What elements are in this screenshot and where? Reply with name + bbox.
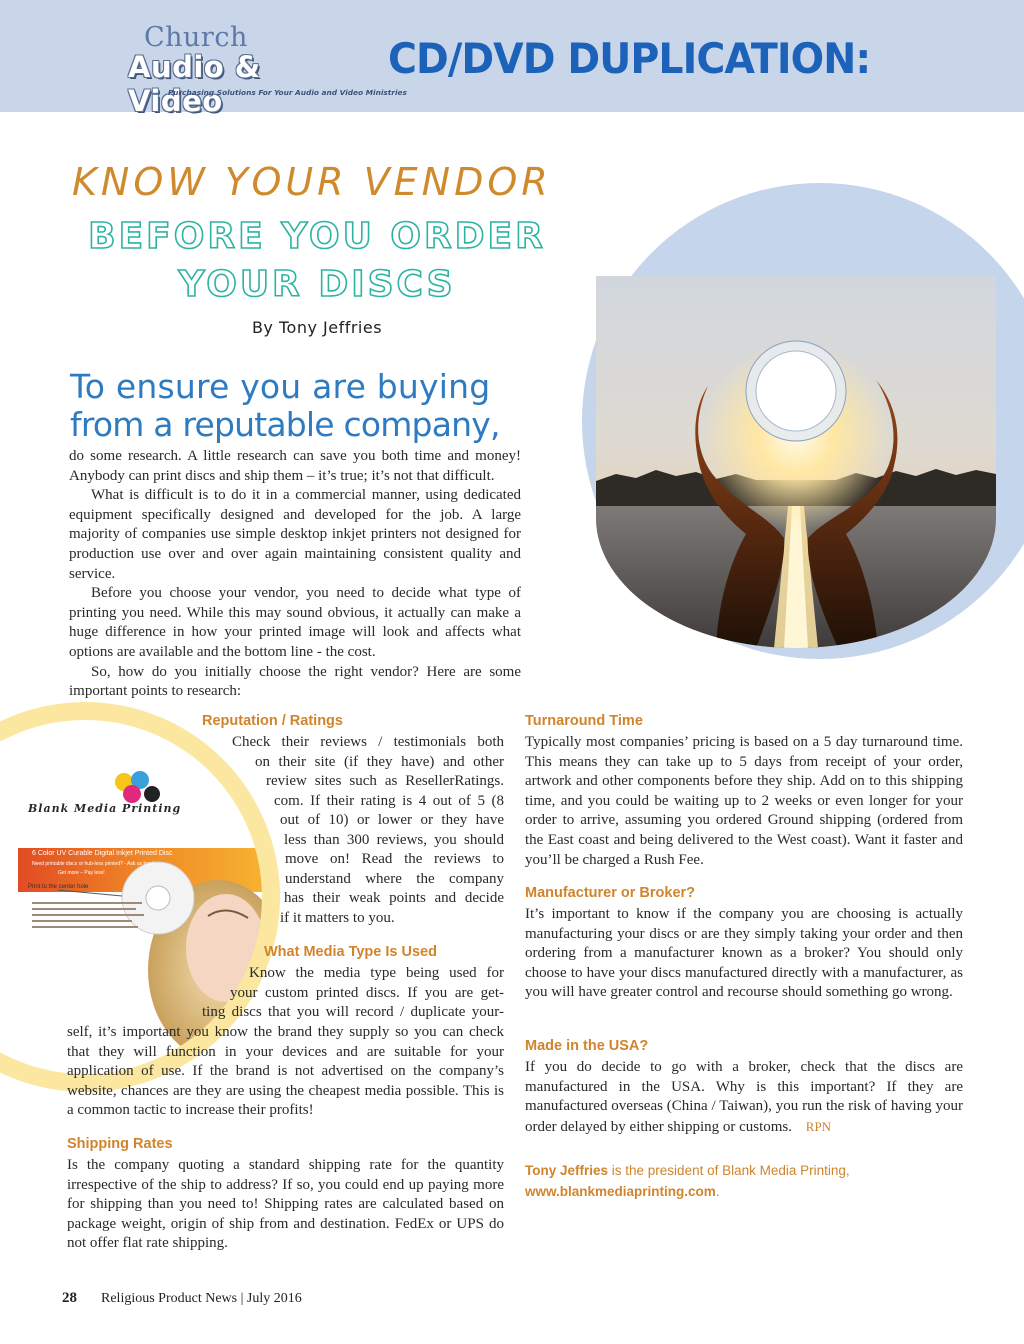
usa-body	[525, 1058, 963, 1137]
media-line: Know the media type being used for	[249, 965, 504, 981]
media-body: self, it’s important you know the brand they supply so you can check that they will function in your devices and are suitable for your application of use. If the brand is not advertised on the company’s website, chances are they are using the cheapest media possible. This is a common tactic to increase their profits!	[67, 1024, 504, 1119]
heading-reputation: Reputation / Ratings	[202, 713, 343, 729]
author-bio-text: is the president of Blank Media Printing,	[608, 1163, 850, 1178]
heading-manufacturer: Manufacturer or Broker?	[525, 885, 696, 901]
heading-usa: Made in the USA?	[525, 1038, 649, 1054]
reputation-line: move on! Read the reviews to	[285, 851, 504, 867]
sunset-hands-photo	[596, 276, 996, 648]
intro-body	[69, 447, 521, 702]
intro-paragraph: do some research. A little research can save you both time and money! Anybody can print discs and ship them – it’s true; it’s not that difficult.	[69, 448, 521, 484]
logo-line1: Church	[144, 22, 248, 53]
logo-tagline: Purchasing Solutions For Your Audio and Video Ministries	[168, 88, 407, 97]
publication-info: Religious Product News | July 2016	[101, 1291, 302, 1306]
end-mark: RPN	[805, 1118, 832, 1134]
media-line: ting discs that you will record / duplicate your-	[202, 1004, 504, 1020]
headline-line1: KNOW YOUR VENDOR	[72, 160, 552, 204]
intro-paragraph: So, how do you initially choose the right vendor? Here are some important points to research:	[69, 663, 521, 700]
disc-product-line1: 6 Color UV Curable Digital Inkjet Printed Disc	[32, 850, 173, 857]
shipping-body: Is the company quoting a standard shipping rate for the quantity irrespective of the ship to address? If so, you could end up paying more for shipping than you need to! Shipping rates are calculated based on package weight, origin of ship from and destination. FedEx or UPS do not offer flat rate shipping.	[67, 1157, 504, 1252]
heading-media-type: What Media Type Is Used	[264, 944, 437, 960]
usa-text: If you do decide to go with a broker, check that the discs are manufactured in the USA. Why is this important? If they are manufactured overseas (China / Taiwan), you run the risk of having your order delayed by either shipping or customs.	[525, 1059, 963, 1135]
disc-brand: Blank Media Printing	[28, 802, 182, 815]
reputation-line: if it matters to you.	[280, 910, 395, 926]
heading-shipping: Shipping Rates	[67, 1136, 173, 1152]
turnaround-body: Typically most companies’ pricing is based on a 5 day turnaround time. This means they can take up to 5 days from receipt of your order, artwork and other components before they ship. Add on to this shipping time, and you could be waiting up to 2 weeks or even longer for your order to arrive, assuming you ordered Ground shipping (ordered from the East coast and being delivered to the West coast). Want it faster and you’ll be charged a Rush Fee.	[525, 734, 963, 868]
media-line: your custom printed discs. If you are get-	[230, 985, 504, 1001]
author-website-suffix: .	[715, 1184, 720, 1199]
author-bio	[525, 1160, 963, 1202]
reputation-line: less than 300 reviews, you should	[284, 832, 504, 848]
reputation-line: on their site (if they have) and other	[255, 754, 504, 770]
headline-line2: BEFORE YOU ORDER	[88, 216, 546, 257]
logo-line2: Audio & Video	[128, 50, 261, 118]
disc-product-line3: Get more – Pay less!	[58, 870, 105, 876]
page-footer	[62, 1290, 302, 1307]
reputation-line: has their weak points and decide	[284, 890, 504, 906]
section-title: CD/DVD DUPLICATION:	[388, 34, 871, 83]
reputation-line: review sites such as ResellerRatings.	[266, 773, 504, 789]
disc-product-line2: Need printable discs or hub-less printed? - Ask us how!	[32, 861, 155, 867]
reputation-line: com. If their rating is 4 out of 5 (8	[274, 793, 504, 809]
disc-center-note: Print to the center hole	[28, 884, 89, 890]
headline-line3: YOUR DISCS	[178, 264, 456, 305]
lead-intro	[70, 368, 500, 444]
lead-line1: To ensure you are buying	[70, 367, 491, 406]
author-website-link[interactable]: www.blankmediaprinting.com	[525, 1184, 716, 1199]
manufacturer-body: It’s important to know if the company you are choosing is actually manufacturing your discs or are they simply taking your order and then ordering from a manufacturer known as a broker? You should only choose to have your discs manufactured directly with a manufacturer, as you will have greater control and recourse should something go wrong.	[525, 906, 963, 1001]
reputation-line: understand where the company	[285, 871, 504, 887]
reputation-line: Check their reviews / testimonials both	[232, 734, 504, 750]
author-name: Tony Jeffries	[525, 1163, 609, 1178]
magazine-logo	[128, 22, 407, 118]
lead-line2: from a reputable company,	[70, 405, 500, 444]
reputation-line: out of 10) or lower or they have	[280, 812, 504, 828]
intro-paragraph: What is difficult is to do it in a commercial manner, using dedicated equipment specifically designed and developed for the job. A large majority of companies use simple desktop inkjet printers not designed for production use over and over again maintaining consistent quality and service.	[69, 487, 521, 582]
byline: By Tony Jeffries	[251, 318, 383, 337]
heading-turnaround: Turnaround Time	[525, 713, 643, 729]
intro-paragraph: Before you choose your vendor, you need to decide what type of printing you need. While this may sound obvious, it actually can make a huge difference in how your printed image will look and affects what options are available and the bottom line - the cost.	[69, 585, 521, 660]
page-number: 28	[62, 1290, 77, 1306]
